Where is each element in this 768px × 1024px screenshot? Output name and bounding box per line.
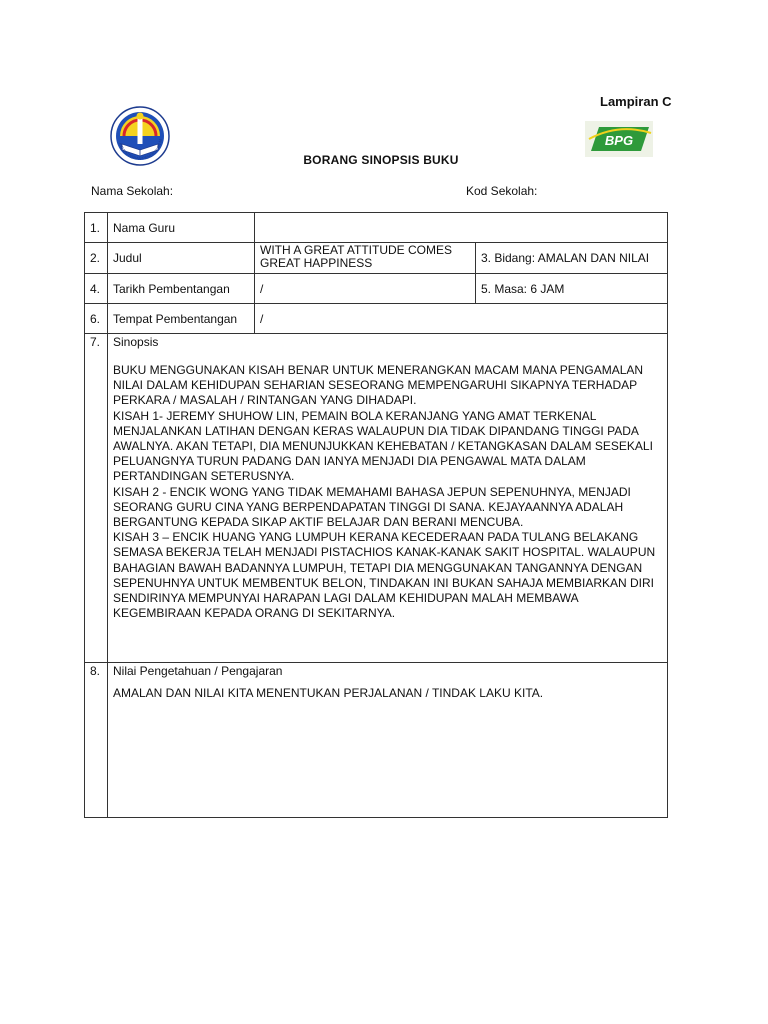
form-row-teacher-name — [85, 213, 668, 243]
synopsis-cell[interactable] — [108, 334, 668, 663]
school-name-label: Nama Sekolah: — [91, 184, 174, 198]
bpg-logo-text: BPG — [604, 133, 634, 148]
row-number: 6. — [85, 304, 108, 334]
row-number: 8. — [85, 663, 108, 818]
values-label: Nilai Pengetahuan / Pengajaran — [113, 664, 283, 678]
svg-text:KEMENTERIAN PENDIDIKAN MALAYSI: KEMENTERIAN PENDIDIKAN M — [117, 138, 164, 162]
form-title: BORANG SINOPSIS BUKU — [303, 153, 459, 167]
attachment-label: Lampiran C — [600, 94, 672, 109]
form-row-date — [85, 274, 668, 304]
presentation-place-label: Tempat Pembentangan — [108, 304, 255, 334]
form-row-values — [85, 663, 668, 818]
field-category[interactable]: 3. Bidang: AMALAN DAN NILAI — [476, 243, 668, 274]
presentation-place-field[interactable]: / — [255, 304, 668, 334]
bpg-logo-icon — [585, 121, 653, 157]
synopsis-paragraph: KISAH 3 – ENCIK HUANG YANG LUMPUH KERANA KECEDERAAN PADA TULANG BELAKANG SEMASA BEKERJA TELAH MENJADI PISTACHIOS KANAK-KANAK SAKIT HOSPITAL. WALAUPUN BAHAGIAN BAWAH BADANNYA LUMPUH, TETAPI DIA MENGGUNAKAN TANGANNYA DENGAN SEPENUHNYA UNTUK MEMBENTUK BELON, TINDAKAN INI BUKAN SAHAJA MEMBIARKAN DIRI SENDIRINYA MEMPUNYAI HARAPAN LAGI DALAM KEHIDUPAN MALAH MEMBAWA KEGEMBIRAAN KEPADA ORANG DI SEKITARNYA. — [113, 530, 656, 621]
school-code-label: Kod Sekolah: — [466, 184, 538, 198]
teacher-name-field[interactable] — [255, 213, 668, 243]
presentation-date-label: Tarikh Pembentangan — [108, 274, 255, 304]
synopsis-paragraph: KISAH 1- JEREMY SHUHOW LIN, PEMAIN BOLA KERANJANG YANG AMAT TERKENAL MENJALANKAN LATIHAN DENGAN KERAS WALAUPUN DIA TIDAK DIPANDANG TINGGI PADA AWALNYA. AKAN TETAPI, DIA MENUNJUKKAN KEHEBATAN / KETANGKASAN DALAM SESEKALI PELUANGNYA TURUN PADANG DAN IANYA MENJADI DIA PENGAWAL MATA DALAM PERTANDINGAN SETERUSNYA. — [113, 408, 653, 484]
synopsis-paragraph: KISAH 2 - ENCIK WONG YANG TIDAK MEMAHAMI BAHASA JEPUN SEPENUHNYA, MENJADI SEORANG GURU CINA YANG BERPENDAPATAN TINGGI DI SANA. KEJAYAANNYA ADALAH BERGANTUNG KEPADA SIKAP AKTIF BELAJAR DAN BERANI MENCUBA. — [113, 484, 631, 530]
book-title-field[interactable]: WITH A GREAT ATTITUDE COMES GREAT HAPPINESS — [255, 243, 476, 274]
synopsis-label: Sinopsis — [113, 335, 159, 349]
duration-field[interactable]: 5. Masa: 6 JAM — [476, 274, 668, 304]
form-row-title — [85, 243, 668, 274]
synopsis-form-table — [84, 212, 668, 818]
synopsis-text — [113, 363, 662, 621]
form-row-place — [85, 304, 668, 334]
row-number: 1. — [85, 213, 108, 243]
presentation-date-field[interactable]: / — [255, 274, 476, 304]
teacher-name-label: Nama Guru — [108, 213, 255, 243]
values-text: AMALAN DAN NILAI KITA MENENTUKAN PERJALANAN / TINDAK LAKU KITA. — [113, 686, 544, 700]
values-cell[interactable] — [108, 663, 668, 818]
form-row-synopsis — [85, 334, 668, 663]
synopsis-paragraph: BUKU MENGGUNAKAN KISAH BENAR UNTUK MENERANGKAN MACAM MANA PENGAMALAN NILAI DALAM KEHIDUPAN SEHARIAN SESEORANG MEMPENGARUHI SIKAPNYA TERHADAP PERKARA / MASALAH / RINTANGAN YANG DIHADAPI. — [113, 363, 644, 408]
row-number: 2. — [85, 243, 108, 274]
row-number: 7. — [85, 334, 108, 663]
row-number: 4. — [85, 274, 108, 304]
book-title-label: Judul — [108, 243, 255, 274]
